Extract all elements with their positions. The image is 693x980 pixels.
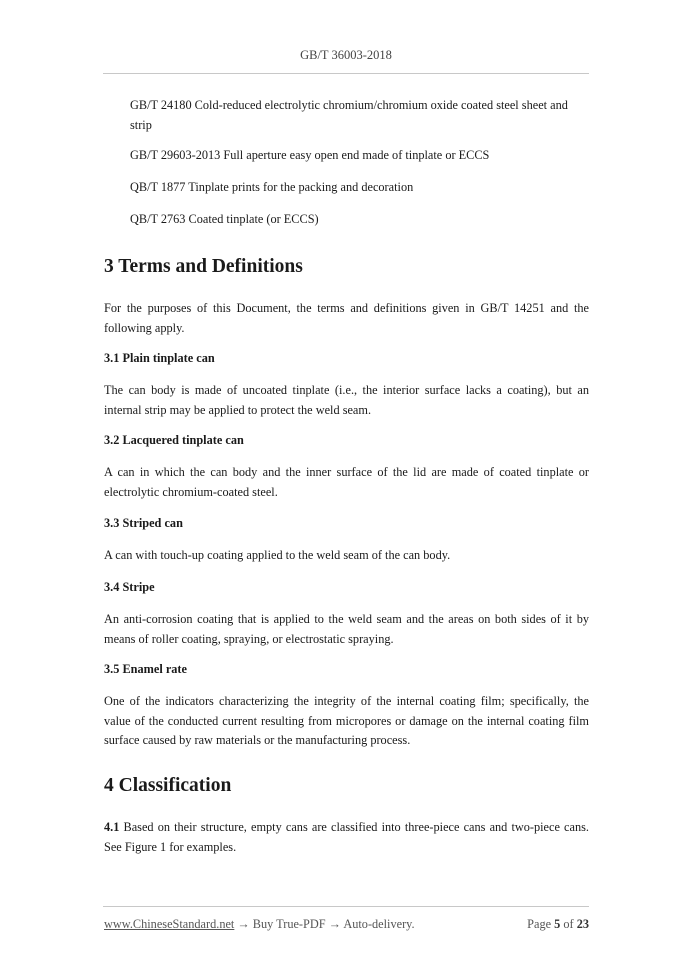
term-3-5-heading: 3.5 Enamel rate [104, 662, 187, 676]
site-link[interactable]: www.ChineseStandard.net [104, 917, 235, 931]
clause-4-1 [104, 818, 589, 857]
page-footer [103, 906, 589, 947]
clause-number: 4.1 [104, 820, 120, 834]
term-3-1-heading: 3.1 Plain tinplate can [104, 351, 215, 365]
page-label: Page [527, 917, 552, 931]
section-3-heading: 3 Terms and Definitions [104, 256, 303, 277]
clause-text: Based on their structure, empty cans are classified into three-piece cans and two-piece cans. See Figure 1 for examples. [104, 820, 589, 854]
arrow-icon: → [328, 917, 341, 931]
reference-item: QB/T 2763 Coated tinplate (or ECCS) [130, 212, 319, 226]
document-code: GB/T 36003-2018 [300, 48, 392, 62]
term-3-2-definition: A can in which the can body and the inner surface of the lid are made of coated tinplate or electrolytic chromium-coated steel. [104, 465, 589, 499]
term-3-3-heading: 3.3 Striped can [104, 516, 183, 530]
of-label: of [563, 917, 574, 931]
term-3-2-heading: 3.2 Lacquered tinplate can [104, 433, 244, 447]
reference-item: GB/T 29603-2013 Full aperture easy open end made of tinplate or ECCS [130, 148, 490, 162]
delivery-text: Auto-delivery. [340, 917, 415, 931]
section-4-heading: 4 Classification [104, 775, 232, 796]
footer-promo [104, 917, 415, 932]
page-number: 5 [554, 917, 561, 931]
term-3-5-definition: One of the indicators characterizing the integrity of the internal coating film; specifically, the value of the conducted current resulting from micropores or damage on the internal coating film surface caused by raw materials or the manufacturing process. [104, 694, 589, 747]
term-3-1-definition: The can body is made of uncoated tinplate (i.e., the interior surface lacks a coating), but an internal strip may be applied to protect the weld seam. [104, 383, 589, 417]
term-3-4-heading: 3.4 Stripe [104, 580, 155, 594]
reference-item: GB/T 24180 Cold-reduced electrolytic chromium/chromium oxide coated steel sheet and strip [130, 98, 568, 132]
arrow-icon: → [237, 917, 250, 931]
page-header [103, 48, 589, 74]
term-3-3-definition: A can with touch-up coating applied to the weld seam of the can body. [104, 548, 451, 562]
buy-text: Buy True-PDF [249, 917, 329, 931]
section-3-intro: For the purposes of this Document, the terms and definitions given in GB/T 14251 and the following apply. [104, 301, 589, 335]
term-3-4-definition: An anti-corrosion coating that is applied to the weld seam and the areas on both sides of it by means of roller coating, spraying, or electrostatic spraying. [104, 612, 589, 646]
page-total: 23 [576, 917, 589, 931]
reference-item: QB/T 1877 Tinplate prints for the packing and decoration [130, 180, 414, 194]
page-counter [527, 917, 589, 932]
